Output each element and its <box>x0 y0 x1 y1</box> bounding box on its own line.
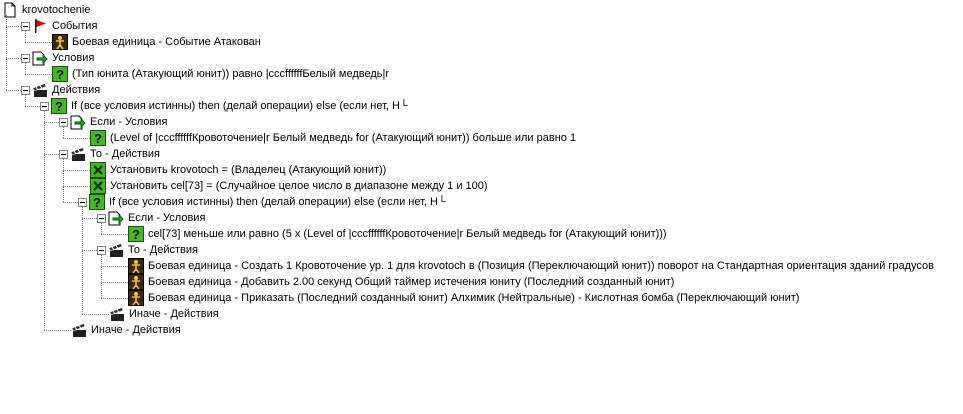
event-flag-icon <box>32 18 48 34</box>
collapse-toggle[interactable] <box>59 150 68 159</box>
document-icon <box>2 2 18 18</box>
svg-text:?: ? <box>93 195 101 210</box>
node-label: Иначе - Действия <box>129 308 219 320</box>
node-label: krovotochenie <box>22 4 91 16</box>
actions-section[interactable] <box>21 82 101 98</box>
collapse-toggle[interactable] <box>97 246 106 255</box>
condition-icon <box>89 194 105 210</box>
conditions-section[interactable] <box>21 50 95 66</box>
tree-connector-horizontal <box>63 202 78 203</box>
set-cel-action[interactable] <box>78 178 489 194</box>
node-label: Установить krovotoch = (Владелец (Атакующий юнит)) <box>110 164 387 176</box>
actions-icon <box>109 306 125 322</box>
unit-icon <box>128 258 144 274</box>
node-label: (Тип юнита (Атакующий юнит)) равно |cccffffffБелый медведь|r <box>72 68 390 80</box>
actions-icon <box>70 146 86 162</box>
nested-else-actions-section[interactable] <box>97 306 220 322</box>
node-label: Если - Условия <box>90 116 168 128</box>
then-actions-section[interactable] <box>59 146 161 162</box>
tree-connector-vertical <box>44 111 45 330</box>
event-item[interactable] <box>40 34 262 50</box>
collapse-toggle[interactable] <box>59 118 68 127</box>
collapse-toggle[interactable] <box>21 54 30 63</box>
condition-icon <box>90 130 106 146</box>
node-label: Боевая единица - Приказать (Последний созданный юнит) Алхимик (Нейтральные) - Кислотная бомба (Переключающий юнит) <box>148 292 800 304</box>
node-label: Установить cel[73] = (Случайное целое число в диапазоне между 1 и 100) <box>110 180 488 192</box>
unit-icon <box>128 290 144 306</box>
set-variable-icon <box>90 178 106 194</box>
condition-item[interactable] <box>40 66 390 82</box>
nested-then-actions-section[interactable] <box>97 242 199 258</box>
set-variable-icon <box>90 162 106 178</box>
nested-if-action[interactable] <box>78 194 447 210</box>
actions-icon <box>108 242 124 258</box>
condition-icon <box>51 98 67 114</box>
conditions-icon <box>32 50 48 66</box>
tree-connector-vertical <box>63 159 64 202</box>
create-unit-action[interactable] <box>116 258 935 274</box>
tree-connector-horizontal <box>82 218 97 219</box>
node-label: If (все условия истинны) then (делай операции) else (если нет, Н└ <box>71 100 408 112</box>
node-label: If (все условия истинны) then (делай операции) else (если нет, Н└ <box>109 196 446 208</box>
svg-text:?: ? <box>94 131 102 146</box>
tree-connector-horizontal <box>44 154 59 155</box>
tree-connector-vertical <box>25 95 26 106</box>
node-label: Иначе - Действия <box>91 324 181 336</box>
else-actions-section[interactable] <box>59 322 182 338</box>
collapse-toggle[interactable] <box>78 198 87 207</box>
collapse-toggle[interactable] <box>21 86 30 95</box>
condition-icon <box>52 66 68 82</box>
svg-text:?: ? <box>55 99 63 114</box>
collapse-toggle[interactable] <box>97 214 106 223</box>
add-timer-action[interactable] <box>116 274 675 290</box>
unit-icon <box>128 274 144 290</box>
actions-icon <box>71 322 87 338</box>
events-section[interactable] <box>21 18 98 34</box>
set-krovotoch-action[interactable] <box>78 162 387 178</box>
node-label: То - Действия <box>128 244 198 256</box>
tree-connector-horizontal <box>6 90 21 91</box>
node-label: Действия <box>52 84 101 96</box>
tree-connector-horizontal <box>82 250 97 251</box>
unit-icon <box>52 34 68 50</box>
collapse-toggle[interactable] <box>21 22 30 31</box>
tree-connector-vertical <box>101 255 102 298</box>
nested-if-conditions-section[interactable] <box>97 210 206 226</box>
node-label: (Level of |cccffffffКровоточение|r Белый медведь for (Атакующий юнит)) больше или равно 1 <box>110 132 577 144</box>
conditions-icon <box>70 114 86 130</box>
node-label: Если - Условия <box>128 212 206 224</box>
conditions-icon <box>108 210 124 226</box>
tree-connector-vertical <box>63 127 64 138</box>
tree-connector-vertical <box>25 31 26 42</box>
node-label: Боевая единица - Добавить 2.00 секунд Общий таймер истечения юниту (Последний созданный юнит) <box>148 276 675 288</box>
tree-connector-vertical <box>6 15 7 90</box>
tree-connector-vertical <box>101 223 102 234</box>
node-label: События <box>52 20 98 32</box>
svg-text:?: ? <box>132 227 140 242</box>
condition-icon <box>128 226 144 242</box>
node-label: Условия <box>52 52 95 64</box>
trigger-root[interactable] <box>2 2 92 18</box>
order-unit-action[interactable] <box>116 290 800 306</box>
actions-icon <box>32 82 48 98</box>
node-label: Боевая единица - Событие Атакован <box>72 36 261 48</box>
tree-connector-vertical <box>25 63 26 74</box>
nested-condition-item[interactable] <box>116 226 668 242</box>
node-label: Боевая единица - Создать 1 Кровоточение ур. 1 для krovotoch в (Позиция (Переключающий юнит)) поворот на Стандартная ориентация зданий градусов <box>148 260 935 272</box>
collapse-toggle[interactable] <box>40 102 49 111</box>
node-label: То - Действия <box>90 148 160 160</box>
svg-text:?: ? <box>56 67 64 82</box>
if-conditions-section[interactable] <box>59 114 168 130</box>
tree-connector-horizontal <box>6 58 21 59</box>
tree-connector-horizontal <box>6 26 21 27</box>
tree-connector-vertical <box>82 207 83 314</box>
if-then-else-action[interactable] <box>40 98 409 114</box>
tree-connector-horizontal <box>44 122 59 123</box>
tree-connector-horizontal <box>25 106 40 107</box>
node-label: cel[73] меньше или равно (5 x (Level of |cccffffffКровоточение|r Белый медведь for (Атакующий юнит))) <box>148 228 667 240</box>
if-condition-item[interactable] <box>78 130 577 146</box>
